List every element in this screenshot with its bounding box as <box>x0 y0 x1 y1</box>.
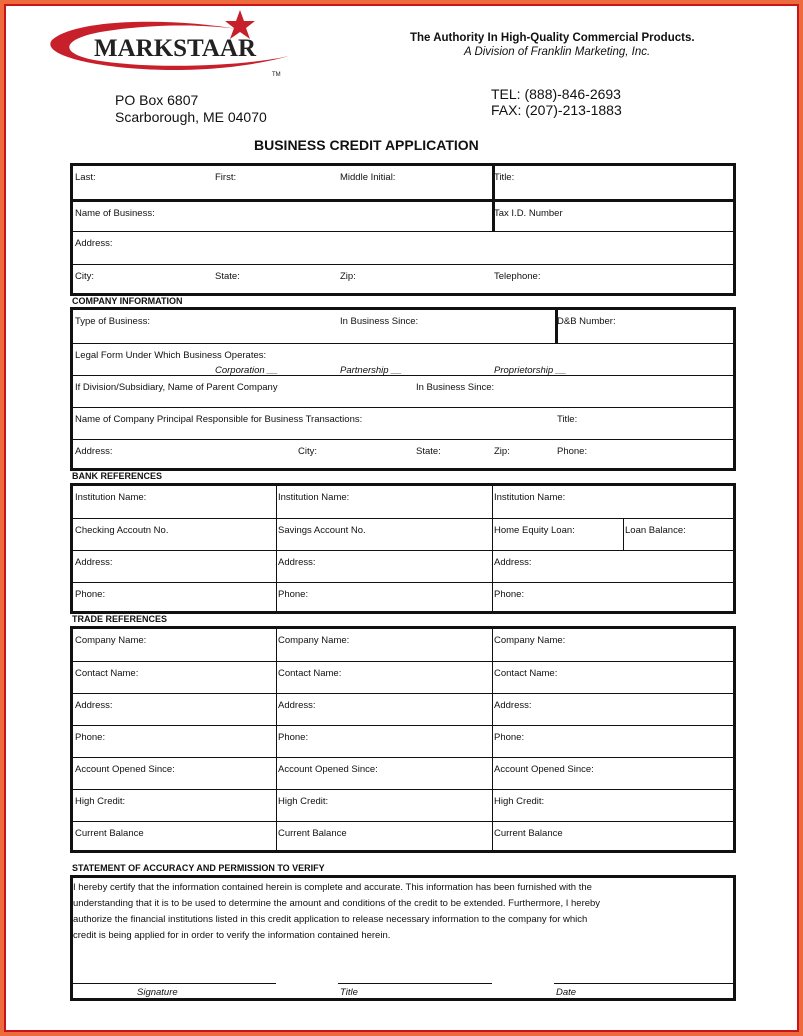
cell-divider <box>276 726 277 757</box>
field-label: Company Name: <box>278 635 350 646</box>
field-label: Current Balance <box>494 828 563 839</box>
field-label: If Division/Subsidiary, Name of Parent Company <box>75 382 278 393</box>
field-label: City: <box>75 271 94 282</box>
field-label: Address: <box>75 700 113 711</box>
cell-divider <box>492 694 493 725</box>
field-label: Phone: <box>278 732 309 743</box>
field-label: Account Opened Since: <box>278 764 378 775</box>
field-label: Address: <box>494 557 532 568</box>
company-row[interactable] <box>73 407 733 439</box>
bank-row[interactable] <box>73 486 733 518</box>
field-label: State: <box>215 271 240 282</box>
field-label: Phone: <box>75 732 106 743</box>
statement-line: credit is being applied for in order to verify the information contained herein. <box>73 930 391 941</box>
applicant-row[interactable] <box>73 231 733 264</box>
bank-row[interactable] <box>73 550 733 582</box>
applicant-section <box>70 163 736 296</box>
field-label: D&B Number: <box>557 316 616 327</box>
telephone: TEL: (888)-846-2693 <box>491 86 621 102</box>
field-label: Address: <box>494 700 532 711</box>
field-label: High Credit: <box>278 796 329 807</box>
trade-row[interactable] <box>73 725 733 757</box>
field-label: Institution Name: <box>494 492 566 503</box>
field-label: Proprietorship __ <box>494 365 567 376</box>
cell-divider <box>276 790 277 821</box>
cell-divider <box>492 551 493 582</box>
field-label: Checking Accoutn No. <box>75 525 169 536</box>
cell-divider <box>623 519 624 550</box>
company-section <box>70 307 736 471</box>
company-row[interactable] <box>73 343 733 375</box>
cell-divider <box>276 519 277 550</box>
field-label: Contact Name: <box>75 668 139 679</box>
company-heading: COMPANY INFORMATION <box>72 296 183 306</box>
statement-box <box>70 875 736 1001</box>
field-label: High Credit: <box>494 796 545 807</box>
date-field[interactable] <box>554 983 736 984</box>
trade-row[interactable] <box>73 757 733 789</box>
field-label: Address: <box>278 557 316 568</box>
statement-line: authorize the financial institutions listed in this credit application to release necessary information to the company for which <box>73 914 588 925</box>
company-row[interactable] <box>73 439 733 471</box>
cell-divider <box>492 758 493 789</box>
statement-line: I hereby certify that the information contained herein is complete and accurate. This information has been furnished with the <box>73 882 592 893</box>
field-label: Partnership __ <box>340 365 402 376</box>
field-label: Tax I.D. Number <box>494 208 563 219</box>
field-label: Address: <box>75 238 113 249</box>
cell-divider <box>492 519 493 550</box>
field-label: Contact Name: <box>278 668 342 679</box>
company-row[interactable] <box>73 375 733 407</box>
cell-divider <box>276 662 277 693</box>
field-label: State: <box>416 446 441 457</box>
field-label: Phone: <box>494 732 525 743</box>
signature-field[interactable] <box>73 983 276 984</box>
field-label: Title: <box>557 414 578 425</box>
bank-heading: BANK REFERENCES <box>72 471 163 481</box>
field-label: Company Name: <box>494 635 566 646</box>
cell-divider <box>492 583 493 614</box>
field-label: Phone: <box>557 446 588 457</box>
address-line1: PO Box 6807 <box>115 92 199 108</box>
cell-divider <box>492 629 493 661</box>
field-label: Savings Account No. <box>278 525 366 536</box>
field-label: Loan Balance: <box>625 525 686 536</box>
field-label: Address: <box>278 700 316 711</box>
trade-row[interactable] <box>73 821 733 853</box>
cell-divider <box>276 694 277 725</box>
field-label: Current Balance <box>278 828 347 839</box>
field-label: Phone: <box>75 589 106 600</box>
field-label: High Credit: <box>75 796 126 807</box>
field-label: Type of Business: <box>75 316 150 327</box>
signature-label: Signature <box>137 987 178 998</box>
field-label: City: <box>298 446 317 457</box>
field-label: Middle Initial: <box>340 172 396 183</box>
trade-row[interactable] <box>73 693 733 725</box>
bank-row[interactable] <box>73 518 733 550</box>
field-label: Address: <box>75 557 113 568</box>
form-title: BUSINESS CREDIT APPLICATION <box>254 137 479 153</box>
markstaar-logo <box>44 8 294 83</box>
applicant-row[interactable] <box>73 166 733 199</box>
field-label: Account Opened Since: <box>75 764 175 775</box>
tagline: The Authority In High-Quality Commercial Products. <box>410 32 695 44</box>
field-label: Contact Name: <box>494 668 558 679</box>
title-field[interactable] <box>338 983 492 984</box>
cell-divider <box>492 486 493 518</box>
trade-heading: TRADE REFERENCES <box>72 614 168 624</box>
field-label: Home Equity Loan: <box>494 525 575 536</box>
field-label: Last: <box>75 172 96 183</box>
field-label: Zip: <box>494 446 510 457</box>
cell-divider <box>276 822 277 853</box>
field-label: First: <box>215 172 237 183</box>
cell-divider <box>492 662 493 693</box>
field-label: Name of Business: <box>75 208 155 219</box>
field-label: In Business Since: <box>340 316 419 327</box>
trade-row[interactable] <box>73 789 733 821</box>
applicant-row[interactable] <box>73 264 733 296</box>
trade-row[interactable] <box>73 629 733 661</box>
field-label: Current Balance <box>75 828 144 839</box>
cell-divider <box>492 726 493 757</box>
field-label: Phone: <box>278 589 309 600</box>
company-row[interactable] <box>73 310 733 343</box>
trade-row[interactable] <box>73 661 733 693</box>
cell-divider <box>492 790 493 821</box>
cell-divider <box>276 583 277 614</box>
field-label: Company Name: <box>75 635 147 646</box>
field-label: Name of Company Principal Responsible for Business Transactions: <box>75 414 363 425</box>
field-label: Corporation __ <box>215 365 278 376</box>
cell-divider <box>492 822 493 853</box>
cell-divider <box>276 629 277 661</box>
cell-divider <box>276 551 277 582</box>
date-label: Date <box>556 987 577 998</box>
applicant-row[interactable] <box>73 199 733 231</box>
svg-text:MARKSTAAR: MARKSTAAR <box>94 35 257 62</box>
field-label: Account Opened Since: <box>494 764 594 775</box>
title-label: Title <box>340 987 358 998</box>
field-label: Institution Name: <box>75 492 147 503</box>
trade-section <box>70 626 736 853</box>
field-label: Telephone: <box>494 271 541 282</box>
fax: FAX: (207)-213-1883 <box>491 102 622 118</box>
field-label: Address: <box>75 446 113 457</box>
cell-divider <box>276 758 277 789</box>
field-label: Title: <box>494 172 515 183</box>
bank-row[interactable] <box>73 582 733 614</box>
statement-line: understanding that it is to be used to determine the amount and conditions of the credit to be extended. Furthermore, I hereby <box>73 898 601 909</box>
bank-section <box>70 483 736 614</box>
field-label: Phone: <box>494 589 525 600</box>
field-label: In Business Since: <box>416 382 495 393</box>
field-label: Legal Form Under Which Business Operates: <box>75 350 267 361</box>
division: A Division of Franklin Marketing, Inc. <box>464 46 651 58</box>
address-line2: Scarborough, ME 04070 <box>115 109 267 125</box>
trademark: TM <box>272 72 281 78</box>
cell-divider <box>276 486 277 518</box>
statement-heading: STATEMENT OF ACCURACY AND PERMISSION TO VERIFY <box>72 863 325 873</box>
field-label: Institution Name: <box>278 492 350 503</box>
field-label: Zip: <box>340 271 356 282</box>
